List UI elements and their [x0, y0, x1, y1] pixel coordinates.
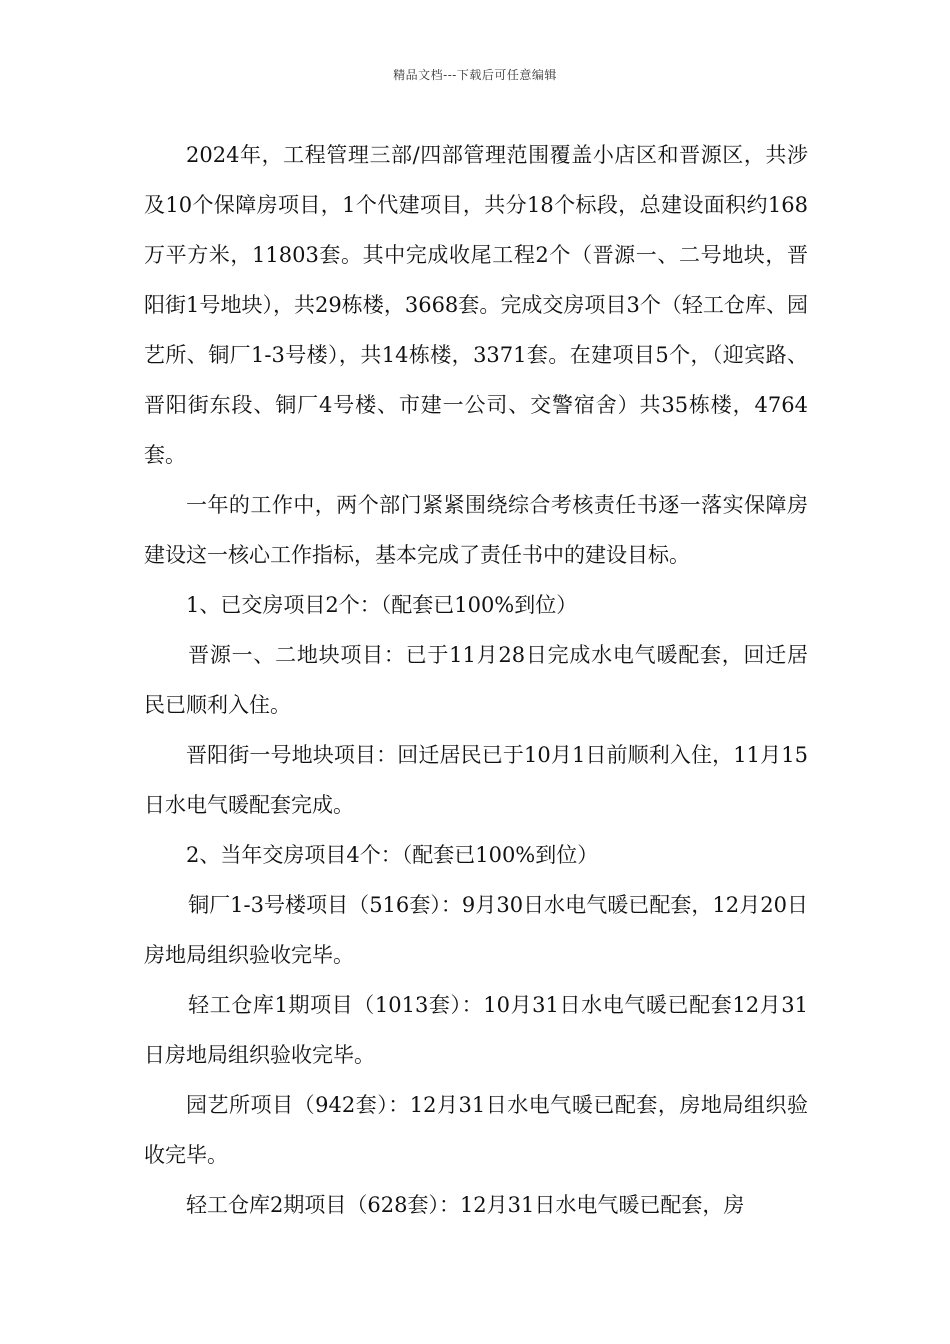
- paragraph-section-2-heading: 2、当年交房项目4个：（配套已100%到位）: [186, 843, 599, 867]
- page-header: 精品文档---下载后可任意编辑: [393, 68, 557, 82]
- paragraph-section-1-heading: 1、已交房项目2个：（配套已100%到位）: [186, 593, 578, 617]
- paragraph-summary: 一年的工作中，两个部门紧紧围绕综合考核责任书逐一落实保障房建设这一核心工作指标，基本完成了责任书中的建设目标。: [144, 493, 808, 567]
- paragraph-tongchang-project: 铜厂1-3号楼项目（516套）：9月30日水电气暖已配套，12月20日房地局组织验收完毕。: [144, 893, 808, 967]
- paragraph-qinggong-phase1-project: 轻工仓库1期项目（1013套）：10月31日水电气暖已配套12月31日房地局组织验收完毕。: [144, 993, 808, 1067]
- document-body: [144, 130, 808, 1230]
- paragraph-qinggong-phase2-project: 轻工仓库2期项目（628套）：12月31日水电气暖已配套，房: [186, 1193, 745, 1217]
- paragraph-jinyang-project: 晋阳街一号地块项目：回迁居民已于10月1日前顺利入住，11月15日水电气暖配套完成。: [144, 743, 808, 817]
- paragraph-overview: 2024年，工程管理三部/四部管理范围覆盖小店区和晋源区，共涉及10个保障房项目，1个代建项目，共分18个标段，总建设面积约168万平方米，11803套。其中完成收尾工程2个（晋源一、二号地块，晋阳街1号地块），共29栋楼，3668套。完成交房项目3个（轻工仓库、园艺所、铜厂1-3号楼），共14栋楼，3371套。在建项目5个，（迎宾路、晋阳街东段、铜厂4号楼、市建一公司、交警宿舍）共35栋楼，4764套。: [144, 143, 808, 467]
- paragraph-jinyuan-project: 晋源一、二地块项目：已于11月28日完成水电气暖配套，回迁居民已顺利入住。: [144, 643, 808, 717]
- paragraph-yuanyisuo-project: 园艺所项目（942套）：12月31日水电气暖已配套，房地局组织验收完毕。: [144, 1093, 808, 1167]
